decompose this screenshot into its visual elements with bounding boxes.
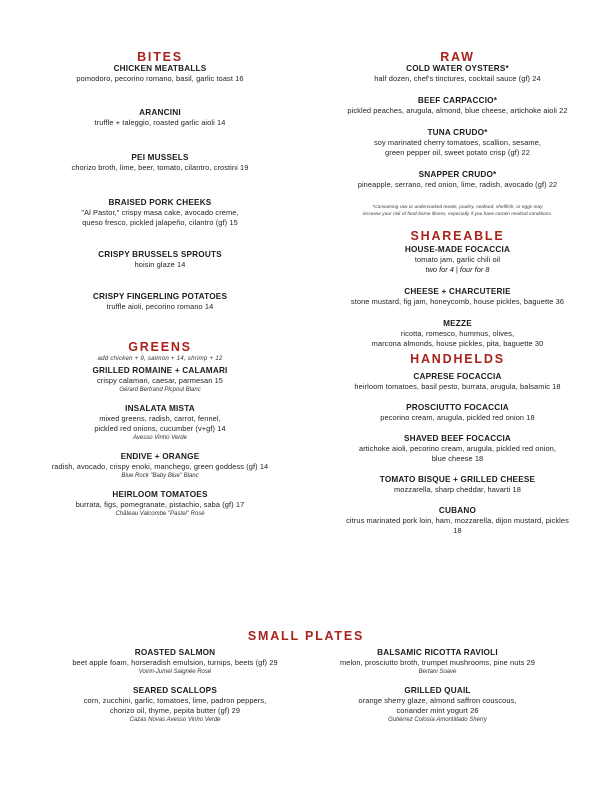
menu-item-house-made-focaccia bbox=[315, 245, 600, 275]
item-desc: marcona almonds, house pickles, pita, baguette 30 bbox=[371, 339, 544, 348]
item-name: CRISPY FINGERLING POTATOES bbox=[92, 292, 228, 301]
wine-pairing: Avesso Vinho Verde bbox=[133, 435, 187, 441]
item-desc: half dozen, chef's tinctures, cocktail sauce (gf) 24 bbox=[374, 74, 541, 83]
item-desc: pineapple, serrano, red onion, lime, radish, avocado (gf) 22 bbox=[357, 180, 558, 189]
section-title-greens: GREENS bbox=[128, 340, 192, 354]
menu-item-mezze bbox=[315, 319, 600, 349]
small-plates-right-column bbox=[315, 648, 560, 725]
item-desc: "Al Pastor," crispy masa cake, avocado creme, bbox=[81, 208, 239, 217]
menu-item-insalata-mista bbox=[10, 404, 310, 443]
menu-item-shaved-beef-focaccia bbox=[315, 434, 600, 464]
item-desc: mozzarella, sharp cheddar, havarti 18 bbox=[394, 485, 521, 494]
menu-item-cheese-charcuterie bbox=[315, 287, 600, 307]
menu-item-prosciutto-focaccia bbox=[315, 403, 600, 423]
item-name: SEARED SCALLOPS bbox=[133, 686, 217, 695]
item-name: MEZZE bbox=[443, 319, 472, 328]
item-desc: 18 bbox=[453, 526, 462, 535]
small-plates-left-column bbox=[60, 648, 290, 725]
item-name: CRISPY BRUSSELS SPROUTS bbox=[98, 250, 222, 259]
menu-item-grilled-romaine-calamari bbox=[10, 366, 310, 395]
wine-pairing: Gutiérrez Colosía Amontillado Sherry bbox=[388, 717, 487, 723]
menu-item-cubano bbox=[315, 506, 600, 536]
item-desc: burrata, figs, pomegranate, pistachio, saba (gf) 17 bbox=[75, 500, 245, 509]
item-name: CUBANO bbox=[438, 506, 477, 515]
menu-item-balsamic-ricotta-ravioli bbox=[315, 648, 560, 677]
menu-item-tomato-bisque-grilled-cheese bbox=[315, 475, 600, 495]
menu-item-braised-pork-cheeks bbox=[10, 198, 310, 228]
item-desc: beet apple foam, horseradish emulsion, turnips, beets (gf) 29 bbox=[72, 658, 278, 667]
item-name: TOMATO BISQUE + GRILLED CHEESE bbox=[379, 475, 536, 484]
item-name: ARANCINI bbox=[139, 108, 181, 117]
item-desc: melon, prosciutto broth, trumpet mushrooms, pine nuts 29 bbox=[340, 658, 535, 667]
item-name: BRAISED PORK CHEEKS bbox=[108, 198, 212, 207]
section-subtitle-greens: add chicken + 9, salmon + 14, shrimp + 12 bbox=[97, 355, 223, 362]
item-name: CAPRESE FOCACCIA bbox=[413, 372, 502, 381]
item-name: HEIRLOOM TOMATOES bbox=[112, 490, 208, 499]
item-name: GRILLED ROMAINE + CALAMARI bbox=[92, 366, 228, 375]
item-name: BALSAMIC RICOTTA RAVIOLI bbox=[377, 648, 498, 657]
item-desc: citrus marinated pork loin, ham, mozzarella, dijon mustard, pickles bbox=[346, 516, 569, 525]
wine-pairing: Bertani Soave bbox=[418, 669, 457, 675]
item-desc: mixed greens, radish, carrot, fennel, bbox=[99, 414, 221, 423]
item-desc: truffle aioli, pecorino romano 14 bbox=[106, 302, 214, 311]
item-name: CHEESE + CHARCUTERIE bbox=[404, 287, 511, 296]
menu-item-heirloom-tomatoes bbox=[10, 490, 310, 519]
raw-disclaimer bbox=[315, 204, 600, 217]
menu-item-chicken-meatballs bbox=[10, 64, 310, 84]
item-extra: two for 4 | four for 8 bbox=[425, 265, 490, 274]
item-desc: truffle + taleggio, roasted garlic aioli 14 bbox=[94, 118, 226, 127]
item-name: HOUSE-MADE FOCACCIA bbox=[404, 245, 511, 254]
section-title-bites: BITES bbox=[137, 50, 183, 64]
item-desc: pickled peaches, arugula, almond, blue cheese, artichoke aioli 22 bbox=[347, 106, 568, 115]
menu-item-snapper-crudo bbox=[315, 170, 600, 190]
disclaimer-line: *Consuming raw or undercooked meats, poultry, seafood, shellfish, or eggs may bbox=[372, 204, 543, 209]
menu-item-caprese-focaccia bbox=[315, 372, 600, 392]
item-name: ROASTED SALMON bbox=[134, 648, 216, 657]
item-name: BEEF CARPACCIO* bbox=[417, 96, 498, 105]
item-name: COLD WATER OYSTERS* bbox=[406, 64, 509, 73]
item-desc: chorizo broth, lime, beer, tomato, cilantro, crostini 19 bbox=[71, 163, 249, 172]
item-desc: chorizo oil, thyme, pepita butter (gf) 29 bbox=[109, 706, 241, 715]
item-name: PEI MUSSELS bbox=[131, 153, 189, 162]
item-name: GRILLED QUAIL bbox=[404, 686, 471, 695]
item-desc: tomato jam, garlic chili oil bbox=[414, 255, 501, 264]
item-desc: green pepper oil, sweet potato crisp (gf) 22 bbox=[385, 148, 530, 157]
section-title-shareable: SHAREABLE bbox=[410, 229, 505, 243]
disclaimer-line: increase your risk of food-borne illness, especially if you have certain medical conditions. bbox=[362, 210, 553, 216]
section-title-handhelds: HANDHELDS bbox=[410, 352, 505, 366]
item-desc: crispy calamari, caesar, parmesan 15 bbox=[96, 376, 223, 385]
wine-pairing: Cazas Novas Avesso Vinho Verde bbox=[129, 717, 221, 723]
item-desc: queso fresco, pickled jalapeño, cilantro (gf) 15 bbox=[82, 218, 238, 227]
wine-pairing: Blue Rock "Baby Blue" Blanc bbox=[121, 473, 199, 479]
item-desc: pomodoro, pecorino romano, basil, garlic toast 16 bbox=[76, 74, 244, 83]
item-desc: hoisin glaze 14 bbox=[134, 260, 186, 269]
item-desc: radish, avocado, crispy enoki, manchego, green goddess (gf) 14 bbox=[51, 462, 269, 471]
item-desc: stone mustard, fig jam, honeycomb, house pickles, baguette 36 bbox=[350, 297, 565, 306]
menu-item-pei-mussels bbox=[10, 153, 310, 173]
item-name: PROSCIUTTO FOCACCIA bbox=[406, 403, 509, 412]
item-desc: soy marinated cherry tomatoes, scallion, sesame, bbox=[373, 138, 542, 147]
menu-item-arancini bbox=[10, 108, 310, 128]
wine-pairing: Château Valcombe "Pastel" Rosé bbox=[115, 511, 205, 517]
item-name: INSALATA MISTA bbox=[125, 404, 195, 413]
item-desc: corn, zucchini, garlic, tomatoes, lime, padron peppers, bbox=[83, 696, 267, 705]
menu-item-crispy-brussels-sprouts bbox=[10, 250, 310, 270]
item-name: SHAVED BEEF FOCACCIA bbox=[403, 434, 512, 443]
item-desc: heirloom tomatoes, basil pesto, burrata, arugula, balsamic 18 bbox=[354, 382, 561, 391]
item-desc: coriander mint yogurt 26 bbox=[396, 706, 479, 715]
menu-item-endive-orange bbox=[10, 452, 310, 481]
item-desc: pickled red onions, cucumber (v+gf) 14 bbox=[94, 424, 226, 433]
menu-item-crispy-fingerling-potatoes bbox=[10, 292, 310, 312]
item-name: CHICKEN MEATBALLS bbox=[113, 64, 207, 73]
menu-item-roasted-salmon bbox=[60, 648, 290, 677]
item-desc: ricotta, romesco, hummus, olives, bbox=[400, 329, 515, 338]
wine-pairing: Voirin-Jumel Saignée Rosé bbox=[138, 669, 212, 675]
menu-item-seared-scallops bbox=[60, 686, 290, 725]
menu-item-tuna-crudo bbox=[315, 128, 600, 158]
menu-item-cold-water-oysters bbox=[315, 64, 600, 84]
left-column bbox=[10, 50, 310, 519]
menu-item-grilled-quail bbox=[315, 686, 560, 725]
item-name: SNAPPER CRUDO* bbox=[418, 170, 497, 179]
menu-item-beef-carpaccio bbox=[315, 96, 600, 116]
wine-pairing: Gérard Bertrand Picpoul Blanc bbox=[119, 387, 201, 393]
item-desc: orange sherry glaze, almond saffron couscous, bbox=[358, 696, 517, 705]
item-name: TUNA CRUDO* bbox=[427, 128, 488, 137]
item-desc: pecorino cream, arugula, pickled red onion 18 bbox=[380, 413, 535, 422]
section-title-raw: RAW bbox=[440, 50, 475, 64]
item-name: ENDIVE + ORANGE bbox=[120, 452, 200, 461]
section-title-small-plates: SMALL PLATES bbox=[247, 629, 365, 643]
right-column bbox=[315, 50, 600, 536]
item-desc: artichoke aioli, pecorino cream, arugula, pickled red onion, bbox=[358, 444, 557, 453]
small-plates-header bbox=[0, 629, 612, 643]
item-desc: blue cheese 18 bbox=[431, 454, 484, 463]
